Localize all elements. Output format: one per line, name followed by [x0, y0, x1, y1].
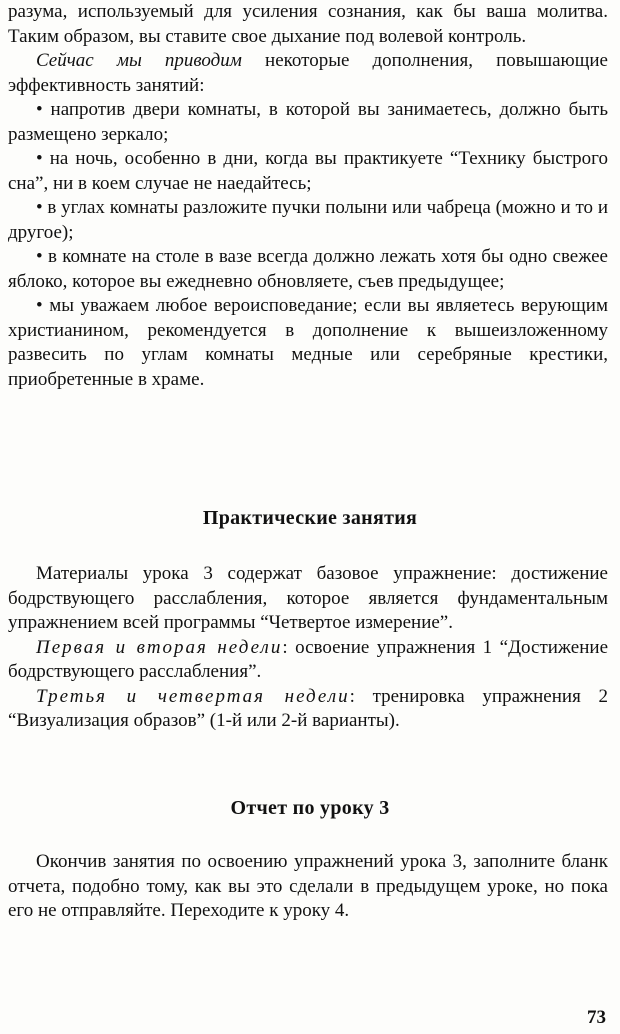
bullet-item: • в углах комнаты разложите пучки полыни или чабреца (можно и то и другое);	[8, 197, 608, 243]
practice-paragraph: Материалы урока 3 содержат базовое упражнение: достижение бодрствующего расслабления, которое является фундаментальным упражнением всей программы “Четвертое измерение”.	[8, 563, 608, 633]
week-3-paragraph	[8, 685, 608, 734]
additions-italic-lead: Сейчас мы приводим	[36, 50, 242, 71]
week-1-text: : освоение упражнения 1 “Достижение бодрствующего расслабления”.	[8, 636, 608, 682]
report-paragraph: Окончив занятия по освоению упражнений урока 3, заполните бланк отчета, подобно тому, как вы это сделали в предыдущем уроке, но пока его не отправляйте. Переходите к уроку 4.	[8, 851, 608, 921]
week-3-label: Третья и четвертая недели	[36, 685, 350, 707]
page-number: 73	[587, 1007, 606, 1028]
bullet-item: • напротив двери комнаты, в которой вы занимаетесь, должно быть размещено зеркало;	[8, 99, 608, 145]
intro-paragraph: разума, используемый для усиления сознания, как бы ваша молитва. Таким образом, вы ставите свое дыхание под волевой контроль.	[8, 1, 608, 47]
additions-paragraph	[8, 49, 608, 98]
practice-block	[8, 562, 608, 734]
intro-block	[8, 0, 608, 392]
bullet-item: • мы уважаем любое вероисповедание; если вы являетесь верующим христианином, рекомендуется в дополнение к вышеизложенному развесить по углам комнаты медные или серебряные крестики, приобретенные в храме.	[8, 295, 608, 390]
bullet-item: • в комнате на столе в вазе всегда должно лежать хотя бы одно свежее яблоко, которое вы ежедневно обновляете, съев предыдущее;	[8, 246, 608, 292]
report-block	[8, 850, 608, 924]
bullet-item: • на ночь, особенно в дни, когда вы практикуете “Технику быстрого сна”, ни в коем случае не наедайтесь;	[8, 148, 608, 194]
report-heading: Отчет по уроку 3	[230, 797, 390, 819]
week-3-text: : тренировка упражнения 2 “Визуализация образов” (1-й или 2-й варианты).	[8, 685, 608, 731]
week-1-label: Первая и вторая недели	[36, 636, 283, 658]
week-1-paragraph	[8, 636, 608, 685]
practice-heading: Практические занятия	[202, 507, 418, 529]
additions-text: некоторые дополнения, повышающие эффективность занятий:	[8, 50, 608, 96]
